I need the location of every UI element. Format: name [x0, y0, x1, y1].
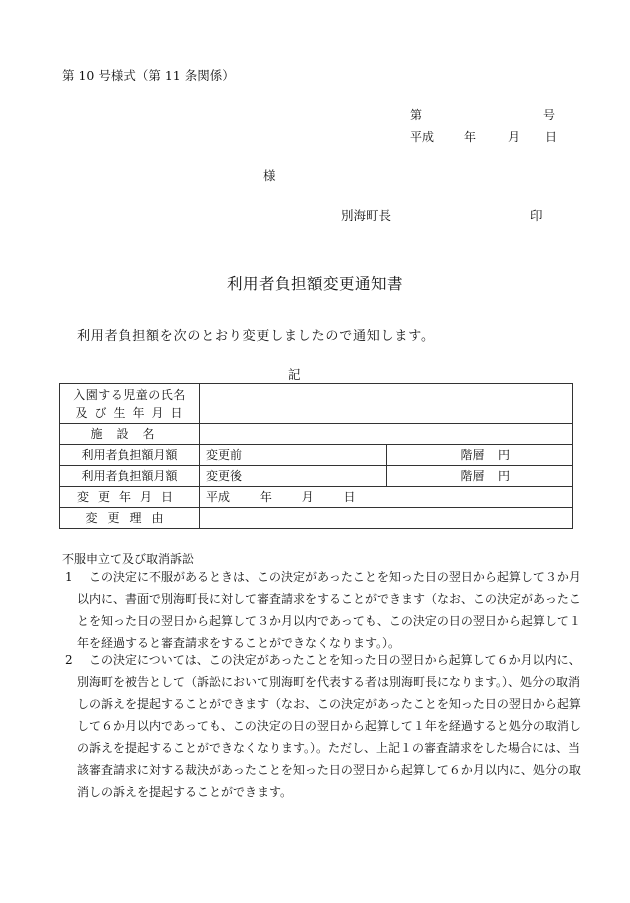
clause-2-line-5: の訴えを提起することができなくなります。）。ただし、上記１の審査請求をした場合には、当: [77, 741, 581, 755]
table-row-facility: [60, 424, 573, 445]
clause-1-line-4: 年を経過すると審査請求をすることができなくなります。）。: [77, 636, 401, 650]
issuer: 別海町長: [341, 208, 392, 223]
child-name-label-cell: [60, 384, 200, 424]
document-number-label: 第: [410, 108, 423, 122]
child-name-label-line2: 及び生年月日: [75, 405, 190, 420]
change-date-year: 年: [259, 490, 272, 504]
change-reason-label: 変更理由: [60, 508, 200, 529]
facility-name-label: 施設名: [60, 424, 200, 445]
appeal-heading: 不服申立て及び取消訴訟: [62, 552, 195, 566]
table-row-fee-before: [60, 445, 573, 466]
ki-heading: 記: [288, 367, 301, 382]
yen-label-after: 円: [497, 469, 510, 483]
appeal-clause-1: [62, 566, 581, 654]
clause-2-line-4: して６か月以内であっても、この決定の日の翌日から起算して１年を経過すると処分の取消し: [77, 719, 581, 733]
table-row-child: [60, 384, 573, 424]
fee-before-label: 利用者負担額月額: [60, 445, 200, 466]
details-table: [59, 383, 573, 529]
clause-1-line-3: とを知った日の翌日から起算して３か月以内であっても、この決定の日の翌日から起算して１: [77, 614, 581, 628]
yen-label-before: 円: [497, 448, 510, 462]
tier-label-before: 階層: [460, 448, 485, 462]
fee-before-value[interactable]: [386, 445, 573, 466]
table-row-change-reason: [60, 508, 573, 529]
table-row-change-date: [60, 487, 573, 508]
before-label: 変更前: [200, 445, 387, 466]
clause-2-line-3: しの訴えを提起することができます（なお、この決定があったことを知った日の翌日から起算: [77, 697, 581, 711]
change-date-label: 変更年月日: [60, 487, 200, 508]
change-date-day: 日: [343, 490, 356, 504]
clause-2-line-1: この決定については、この決定があったことを知った日の翌日から起算して６か月以内に、: [89, 653, 581, 667]
clause-2-line-2: 別海町を被告として（訴訟において別海町を代表する者は別海町長になります。）、処分の取消: [77, 675, 581, 689]
document-number-suffix: 号: [543, 108, 556, 122]
date-month-label: 月: [508, 130, 521, 144]
clause-2-number: 2: [65, 653, 73, 667]
clause-1-number: 1: [65, 570, 73, 584]
clause-1-line-1: この決定に不服があるときは、この決定があったことを知った日の翌日から起算して３か月: [89, 570, 581, 584]
change-date-month: 月: [301, 490, 314, 504]
table-row-fee-after: [60, 466, 573, 487]
clause-2-line-7: 消しの訴えを提起することができます。: [77, 785, 293, 799]
after-label: 変更後: [200, 466, 387, 487]
intro-text: 利用者負担額を次のとおり変更しましたので通知します。: [77, 329, 435, 344]
fee-after-label: 利用者負担額月額: [60, 466, 200, 487]
date-day-label: 日: [545, 130, 558, 144]
facility-name-value[interactable]: [200, 424, 573, 445]
form-number: 第 10 号様式（第 11 条関係）: [62, 68, 235, 83]
change-reason-value[interactable]: [200, 508, 573, 529]
date-year-label: 年: [464, 130, 477, 144]
seal-mark: 印: [530, 208, 543, 223]
date-era: 平成: [410, 130, 435, 144]
change-date-era: 平成: [206, 490, 231, 504]
document-title: 利用者負担額変更通知書: [226, 275, 403, 293]
change-date-value[interactable]: [200, 487, 573, 508]
addressee-suffix: 様: [263, 168, 276, 183]
appeal-clause-2: [62, 649, 581, 803]
child-name-label-line1: 入園する児童の氏名: [73, 387, 186, 402]
child-name-value[interactable]: [200, 384, 573, 424]
fee-after-value[interactable]: [386, 466, 573, 487]
clause-2-line-6: 該審査請求に対する裁決があったことを知った日の翌日から起算して６か月以内に、処分の取: [77, 763, 581, 777]
tier-label-after: 階層: [460, 469, 485, 483]
clause-1-line-2: 以内に、書面で別海町長に対して審査請求をすることができます（なお、この決定があったこ: [77, 592, 581, 606]
